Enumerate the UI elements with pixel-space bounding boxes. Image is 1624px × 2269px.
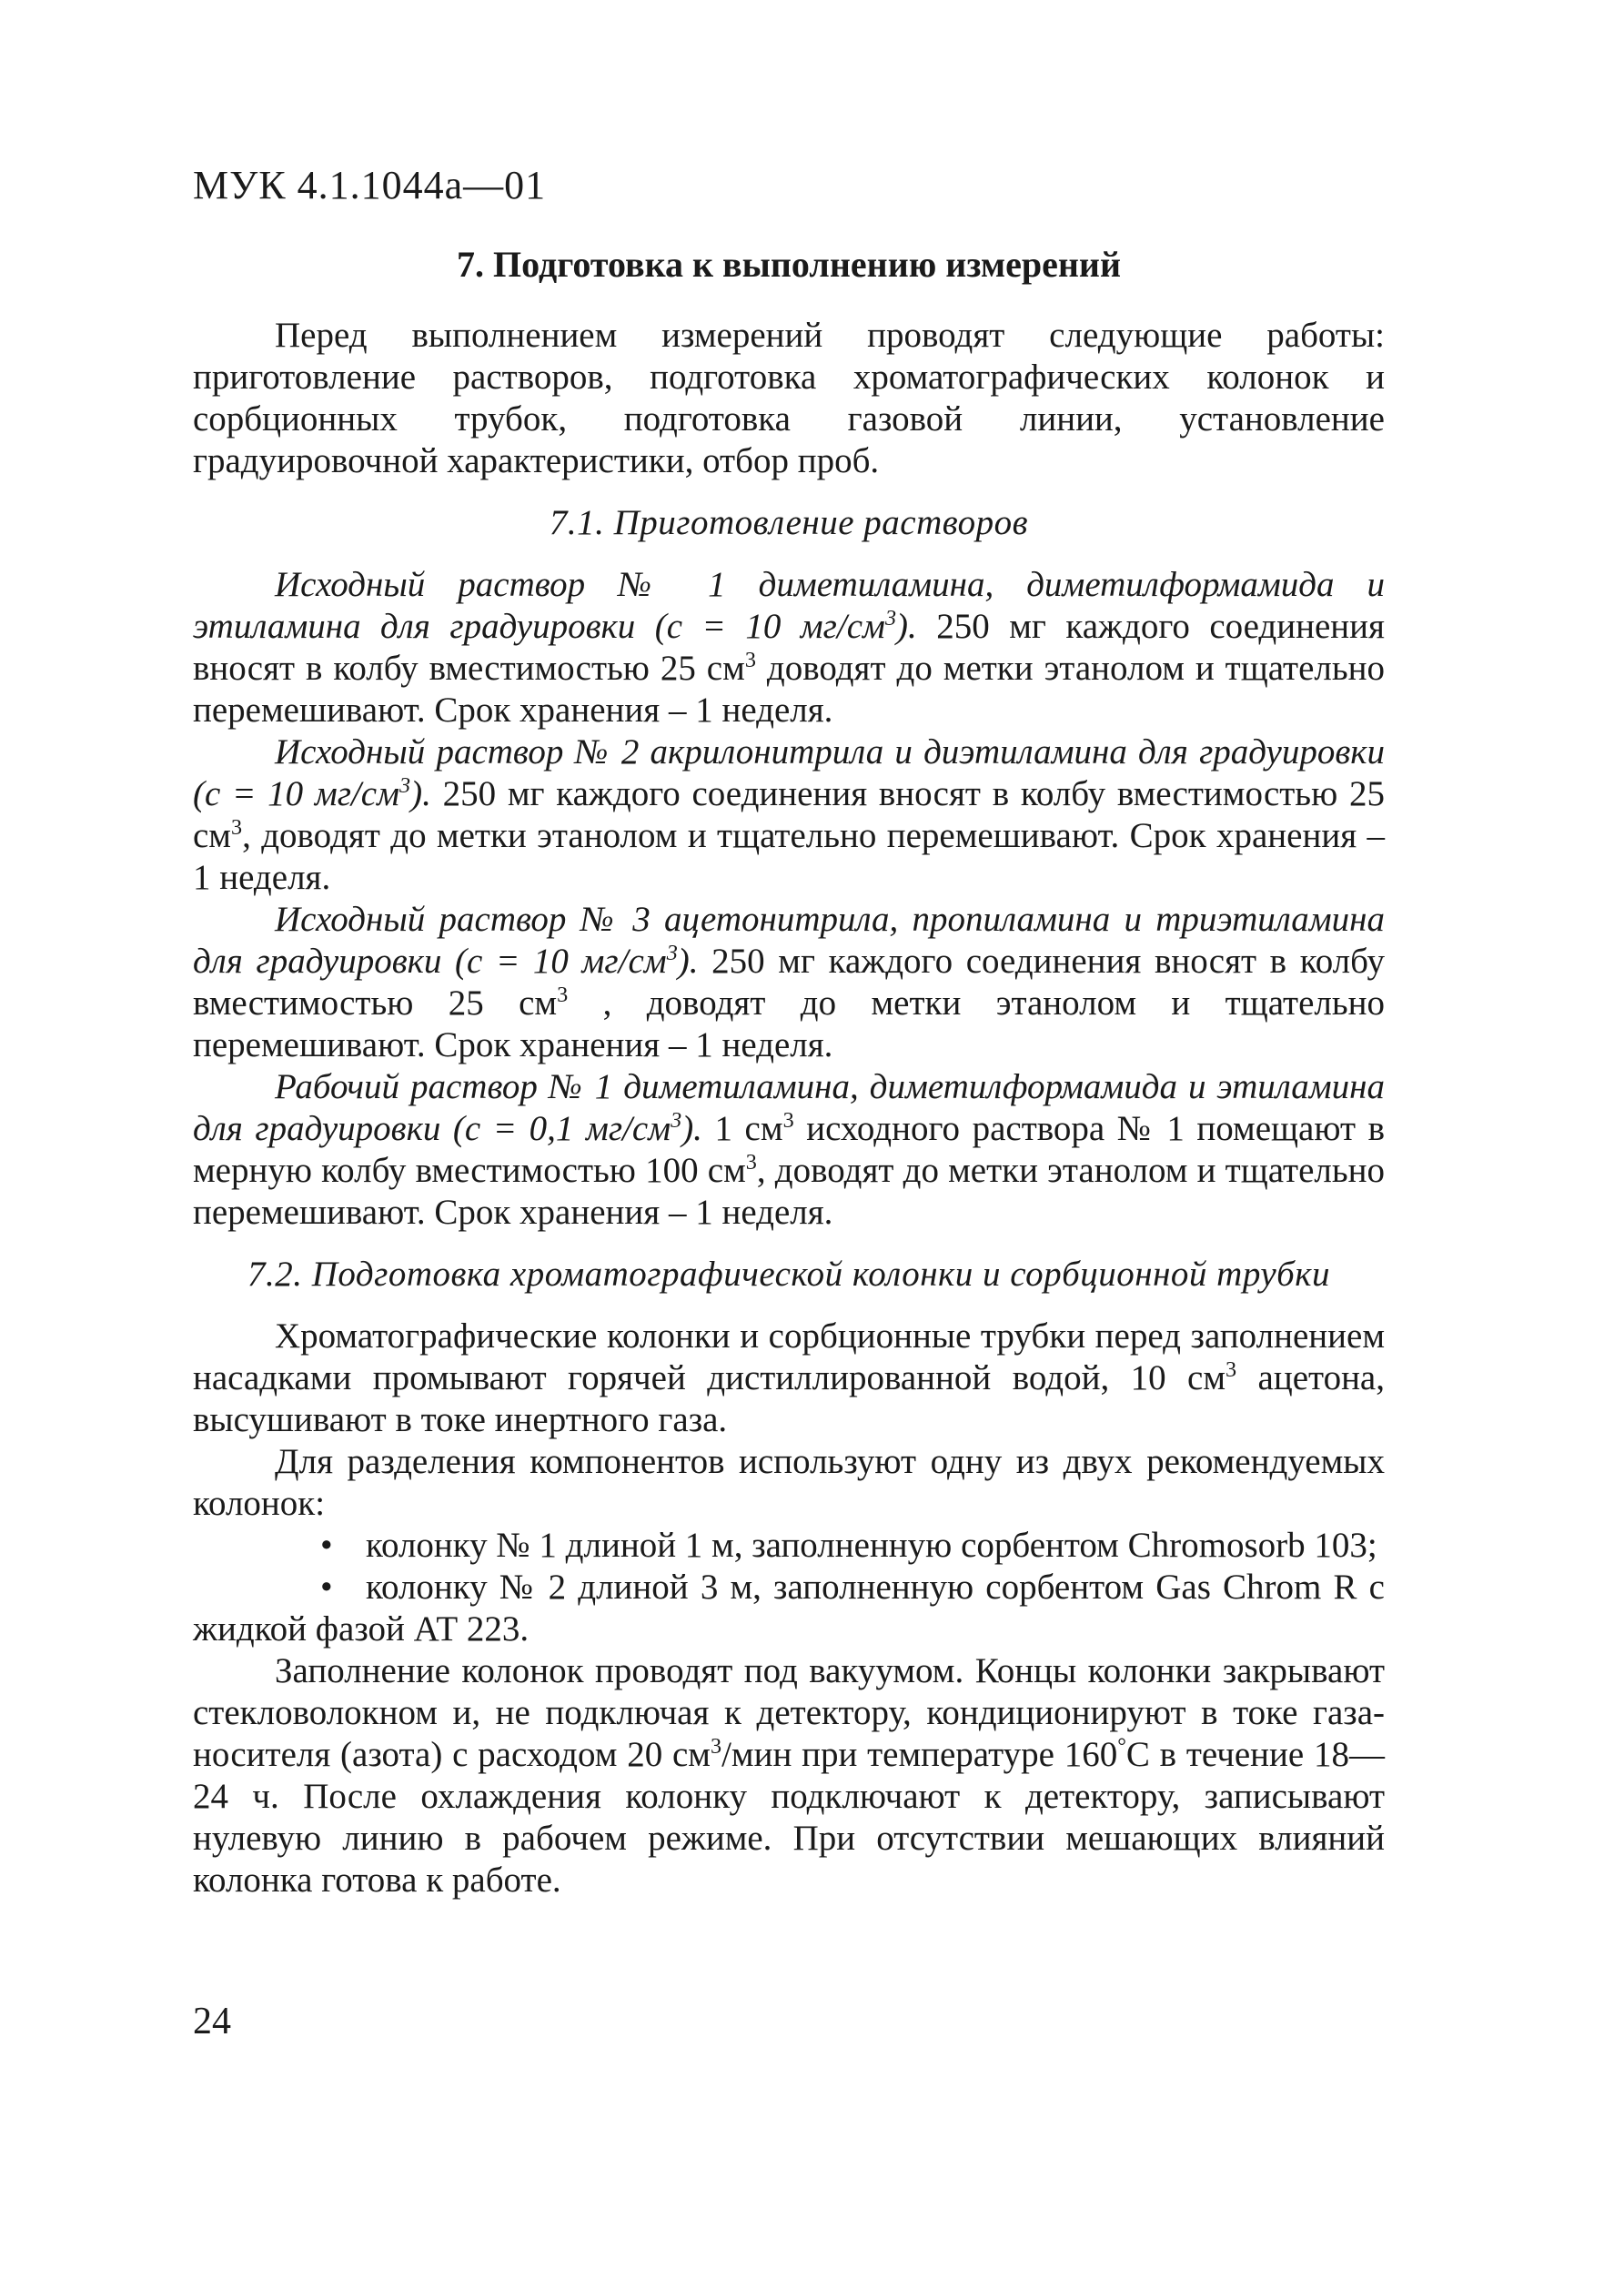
- list-item-text: колонку № 2 длиной 3 м, заполненную сорбентом Gas Chrom R с жидкой фазой АТ 223.: [193, 1568, 1385, 1649]
- solution-3-label-sup: 3: [666, 941, 678, 965]
- solution-3-label-end: ).: [677, 942, 699, 981]
- working-solution-text-b: исходного раствора № 1 помещают в мерную колбу вместимостью 100 см: [193, 1109, 1386, 1190]
- bullet-icon: •: [320, 1568, 333, 1607]
- subsection-heading-7-1: 7.1. Приготовление растворов: [549, 503, 1029, 542]
- page-content: [193, 244, 1385, 1901]
- bullet-icon: •: [320, 1526, 333, 1565]
- working-solution-label-end: ).: [681, 1109, 702, 1148]
- column-filling-text-c: С в течение 18—24 ч. После охлаждения колонку подключают к детектору, записывают нулевую линию в рабочем режиме. При отсутствии мешающих влияний колонка готова к работе.: [193, 1735, 1385, 1900]
- column-filling-text-b: /мин при температуре 160: [721, 1735, 1118, 1774]
- solution-paragraph-2: [193, 731, 1385, 899]
- degree-sign: °: [1117, 1734, 1126, 1759]
- solution-3-label: Исходный раствор № 3 ацетонитрила, пропиламина и триэтиламина для градуировки (с = 10 мг/см: [193, 900, 1385, 981]
- solution-3-text-sup: 3: [557, 983, 569, 1007]
- solution-1-label: Исходный раствор № 1 диметиламина, диметилформамида и этиламина для градуировки (с = 10 мг/см: [193, 565, 1385, 646]
- solution-1-text-a: 250 мг каждого соединения вносят в колбу вместимостью 25 см: [193, 607, 1385, 688]
- working-solution-sup-2: 3: [745, 1150, 757, 1175]
- solution-2-text-b: , доводят до метки этанолом и тщательно перемешивают. Срок хранения – 1 неделя.: [193, 816, 1385, 897]
- working-solution-label-sup: 3: [671, 1108, 682, 1133]
- solution-3-text-a: 250 мг каждого соединения вносят в колбу вместимостью 25 см: [193, 942, 1385, 1023]
- columns-intro-paragraph: Для разделения компонентов используют одну из двух рекомендуемых колонок:: [193, 1442, 1385, 1523]
- solution-2-text-sup: 3: [231, 815, 243, 840]
- list-item-text: колонку № 1 длиной 1 м, заполненную сорбентом Chromosorb 103;: [366, 1526, 1377, 1565]
- column-prep-paragraph: [193, 1316, 1385, 1441]
- solution-2-label: Исходный раствор № 2 акрилонитрила и диэтиламина для градуировки (с = 10 мг/см: [193, 732, 1385, 813]
- solution-1-text-sup: 3: [744, 648, 756, 672]
- section-heading: 7. Подготовка к выполнению измерений: [457, 244, 1121, 285]
- working-solution-sup-1: 3: [782, 1108, 794, 1133]
- working-solution-label: Рабочий раствор № 1 диметиламина, диметилформамида и этиламина для градуировки (с = 0,1 мг/см: [193, 1067, 1385, 1148]
- page-number: 24: [193, 2001, 231, 2042]
- column-filling-paragraph: [193, 1650, 1385, 1901]
- intro-paragraph: Перед выполнением измерений проводят следующие работы: приготовление растворов, подготовка хроматографических колонок и сорбционных трубок, подготовка газовой линии, установление градуировочной характеристики, отбор проб.: [193, 316, 1385, 480]
- column-prep-sup: 3: [1226, 1357, 1237, 1382]
- solution-2-text-a: 250 мг каждого соединения вносят в колбу вместимостью 25 см: [193, 774, 1385, 855]
- working-solution-paragraph: [193, 1066, 1385, 1234]
- solution-paragraph-1: [193, 564, 1385, 731]
- solution-2-label-sup: 3: [399, 773, 411, 798]
- column-filling-text-a: Заполнение колонок проводят под вакуумом. Концы колонки закрывают стекловолокном и, не подключая к детектору, кондиционируют в токе газа-носителя (азота) с расходом 20 см: [193, 1651, 1385, 1774]
- column-prep-text-b: ацетона, высушивают в токе инертного газа.: [193, 1358, 1385, 1439]
- solution-1-label-sup: 3: [884, 606, 897, 630]
- column-filling-sup-1: 3: [710, 1734, 722, 1759]
- list-item: [193, 1525, 1385, 1567]
- list-item: [193, 1567, 1385, 1650]
- solution-paragraph-3: [193, 899, 1385, 1066]
- subsection-heading-7-2: 7.2. Подготовка хроматографической колонки и сорбционной трубки: [247, 1255, 1331, 1294]
- working-solution-text-c: , доводят до метки этанолом и тщательно перемешивают. Срок хранения – 1 неделя.: [193, 1151, 1385, 1232]
- working-solution-text-a: 1 см: [701, 1109, 783, 1148]
- solution-2-label-end: ).: [410, 774, 431, 813]
- column-prep-text-a: Хроматографические колонки и сорбционные трубки перед заполнением насадками промывают горячей дистиллированной водой, 10 см: [193, 1316, 1385, 1397]
- document-code-header: МУК 4.1.1044а—01: [193, 163, 547, 207]
- solution-1-text-b: доводят до метки этанолом и тщательно перемешивают. Срок хранения – 1 неделя.: [193, 649, 1385, 730]
- solution-3-text-b: , доводят до метки этанолом и тщательно перемешивают. Срок хранения – 1 неделя.: [193, 983, 1385, 1064]
- solution-1-label-end: ).: [896, 607, 917, 646]
